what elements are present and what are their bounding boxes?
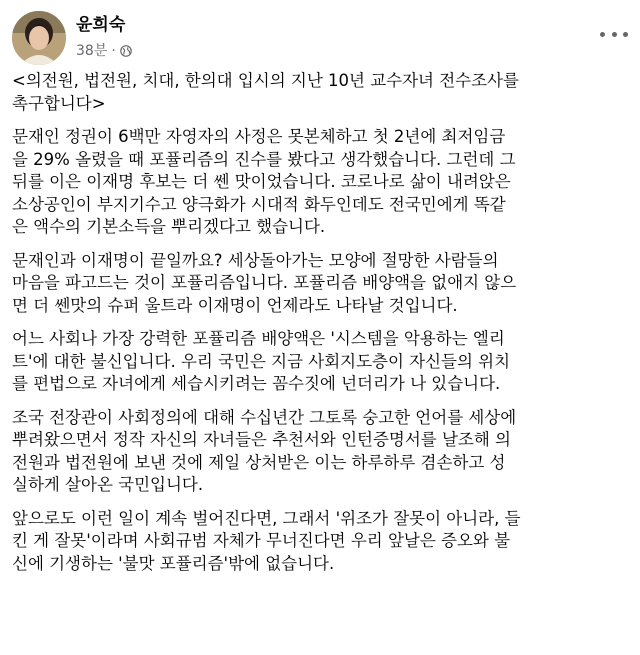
avatar-photo [12,11,66,65]
globe-icon[interactable] [120,45,132,57]
post-header [12,8,628,68]
post-paragraph-2: 문재인 정권이 6백만 자영자의 사정은 못본체하고 첫 2년에 최저임금 을 29% 올렸을 때 포퓰리즘의 진수를 봤다고 생각했습니다. 그런데 그 뒤를 이은 이재명 후보는 더 쎈 맛이었습니다. 코로나로 삶이 내려앉은 소상공인이 부지기수고 양극화가 시대적 화두인데도 전국민에게 똑같 은 액수의 기본소득을 뿌리겠다고 했습니다. [12,127,516,236]
post-paragraph-4: 어느 사회나 가장 강력한 포퓰리즘 배양액은 '시스템을 악용하는 엘리 트'에 대한 불신입니다. 우리 국민은 지금 사회지도층이 자신들의 위치 를 편법으로 자녀에게 세습시키려는 꼼수짓에 넌더리가 나 있습니다. [12,329,511,393]
post-time[interactable]: 38분 [76,43,108,59]
author-name[interactable]: 윤희숙 [76,15,126,35]
post-paragraph-1: <의전원, 법전원, 치대, 한의대 입시의 지난 10년 교수자녀 전수조사를 촉구합니다> [12,71,519,113]
post-paragraph-3: 문재인과 이재명이 끝일까요? 세상돌아가는 모양에 절망한 사람들의 마음을 파고드는 것이 포퓰리즘입니다. 포퓰리즘 배양액을 없애지 않으 면 더 쎈맛의 슈퍼 울트라 이재명이 언제라도 나타날 것입니다. [12,250,517,315]
post-meta [76,42,132,60]
avatar[interactable] [12,11,66,65]
post-paragraph-5: 조국 전장관이 사회정의에 대해 수십년간 그토록 숭고한 언어를 세상에 뿌려왔으면서 정작 자신의 자녀들은 추천서와 인턴증명서를 날조해 의 전원과 법전원에 보낸 것에 제일 상처받은 이는 하루하루 겸손하고 성 실하게 살아온 국민입니다. [12,407,517,494]
meta-separator: · [111,43,116,59]
more-options-icon[interactable] [600,24,628,44]
dot-2 [612,32,617,37]
dot-3 [623,32,628,37]
post-content [12,70,630,586]
post-paragraph-6: 앞으로도 이런 일이 계속 벌어진다면, 그래서 '위조가 잘못이 아니라, 들 킨 게 잘못'이라며 사회규범 자체가 무너진다면 우리 앞날은 증오와 불 신에 기생하는 '불맛 포퓰리즘'밖에 없습니다. [12,508,521,573]
dot-1 [600,32,605,37]
